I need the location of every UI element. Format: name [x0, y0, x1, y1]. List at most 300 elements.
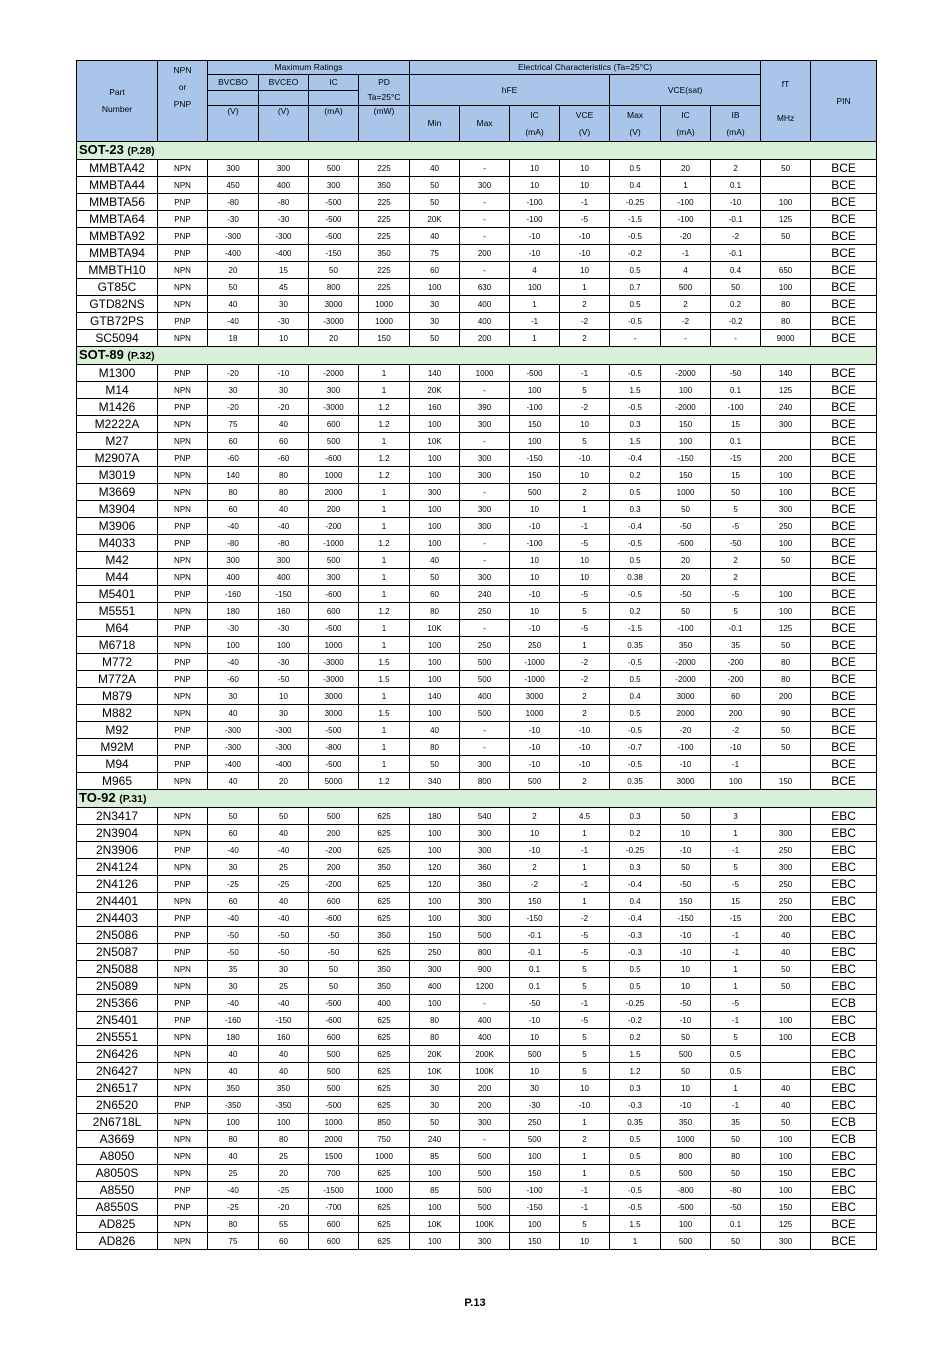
cell-bvcbo: -40	[208, 518, 259, 535]
cell-hfe-min: 100	[410, 501, 460, 518]
cell-hfe-min: 340	[410, 773, 460, 790]
section-title	[77, 347, 877, 365]
table-row	[77, 501, 877, 518]
cell-ft: 50	[761, 961, 811, 978]
cell-vcesat-ic: 150	[661, 416, 711, 433]
cell-hfe-ic: -1	[510, 313, 560, 330]
cell-hfe-max: 300	[460, 893, 510, 910]
cell-bvcbo: 40	[208, 773, 259, 790]
cell-part-number: 2N3417	[77, 808, 158, 825]
table-row	[77, 927, 877, 944]
cell-hfe-vce: -5	[560, 586, 610, 603]
cell-ic: 1500	[309, 1148, 359, 1165]
cell-pin: BCE	[811, 262, 877, 279]
cell-vcesat-max: 1	[610, 1233, 661, 1250]
section-header	[77, 790, 877, 808]
cell-polarity: NPN	[158, 1131, 208, 1148]
cell-ft: 100	[761, 484, 811, 501]
cell-ft: 90	[761, 705, 811, 722]
cell-hfe-max: 500	[460, 654, 510, 671]
header-bvcbo: BVCBO	[208, 75, 259, 91]
section-title	[77, 790, 877, 808]
cell-hfe-vce: -2	[560, 671, 610, 688]
cell-polarity: NPN	[158, 160, 208, 177]
cell-hfe-vce: 5	[560, 433, 610, 450]
cell-hfe-max: 1200	[460, 978, 510, 995]
cell-part-number: 2N6520	[77, 1097, 158, 1114]
cell-hfe-ic: -500	[510, 365, 560, 382]
cell-polarity: PNP	[158, 1182, 208, 1199]
cell-hfe-min: 30	[410, 1097, 460, 1114]
cell-hfe-max: -	[460, 211, 510, 228]
cell-hfe-vce: 1	[560, 859, 610, 876]
cell-bvceo: 80	[259, 1131, 309, 1148]
cell-ft: 50	[761, 228, 811, 245]
cell-polarity: NPN	[158, 688, 208, 705]
cell-pd: 1.2	[359, 416, 410, 433]
cell-pd: 625	[359, 1216, 410, 1233]
cell-hfe-vce: 10	[560, 262, 610, 279]
cell-pd: 1000	[359, 313, 410, 330]
cell-vcesat-max: -0.5	[610, 756, 661, 773]
cell-pin: BCE	[811, 552, 877, 569]
cell-pin: BCE	[811, 705, 877, 722]
cell-part-number: AD826	[77, 1233, 158, 1250]
cell-bvcbo: 350	[208, 1080, 259, 1097]
cell-ft: 50	[761, 722, 811, 739]
cell-ic: 500	[309, 160, 359, 177]
cell-hfe-min: 150	[410, 927, 460, 944]
cell-polarity: PNP	[158, 671, 208, 688]
cell-bvcbo: -20	[208, 365, 259, 382]
cell-hfe-max: 400	[460, 1029, 510, 1046]
cell-vcesat-ic: 20	[661, 569, 711, 586]
cell-vcesat-max: 0.5	[610, 552, 661, 569]
cell-hfe-max: -	[460, 739, 510, 756]
cell-vcesat-ib: -10	[711, 194, 761, 211]
cell-pd: 1	[359, 433, 410, 450]
cell-vcesat-max: -	[610, 330, 661, 347]
cell-hfe-ic: -100	[510, 211, 560, 228]
cell-hfe-vce: 1	[560, 1114, 610, 1131]
cell-pd: 1	[359, 586, 410, 603]
cell-polarity: PNP	[158, 654, 208, 671]
cell-hfe-ic: 1000	[510, 705, 560, 722]
cell-bvceo: 40	[259, 1063, 309, 1080]
cell-ic: 500	[309, 1046, 359, 1063]
cell-pd: 1000	[359, 296, 410, 313]
cell-ft: 300	[761, 501, 811, 518]
cell-hfe-ic: 10	[510, 569, 560, 586]
cell-vcesat-ic: -2000	[661, 671, 711, 688]
cell-pin: BCE	[811, 330, 877, 347]
cell-vcesat-max: 0.5	[610, 671, 661, 688]
cell-pin: BCE	[811, 450, 877, 467]
header-ft	[761, 61, 811, 142]
cell-ic: 600	[309, 1233, 359, 1250]
cell-hfe-min: 75	[410, 245, 460, 262]
cell-hfe-max: 400	[460, 1012, 510, 1029]
cell-hfe-vce: 10	[560, 569, 610, 586]
cell-pin: EBC	[811, 910, 877, 927]
cell-vcesat-ib: -50	[711, 365, 761, 382]
cell-pin: EBC	[811, 842, 877, 859]
cell-pd: 1000	[359, 1182, 410, 1199]
cell-hfe-vce: -10	[560, 739, 610, 756]
header-ic-spacer	[309, 90, 359, 106]
cell-bvceo: 80	[259, 484, 309, 501]
cell-bvceo: 25	[259, 859, 309, 876]
cell-polarity: PNP	[158, 450, 208, 467]
cell-polarity: PNP	[158, 876, 208, 893]
cell-hfe-max: 200	[460, 245, 510, 262]
cell-pin: EBC	[811, 961, 877, 978]
cell-bvcbo: 75	[208, 1233, 259, 1250]
cell-pin: BCE	[811, 160, 877, 177]
cell-hfe-min: 100	[410, 535, 460, 552]
cell-vcesat-ib: 50	[711, 279, 761, 296]
cell-vcesat-ib: -1	[711, 756, 761, 773]
cell-hfe-max: 400	[460, 313, 510, 330]
cell-bvceo: 60	[259, 1233, 309, 1250]
cell-vcesat-ic: -50	[661, 995, 711, 1012]
cell-bvceo: 40	[259, 825, 309, 842]
cell-ic: 600	[309, 1216, 359, 1233]
cell-hfe-min: 10K	[410, 1063, 460, 1080]
cell-vcesat-ib: -80	[711, 1182, 761, 1199]
cell-ic: -600	[309, 910, 359, 927]
cell-hfe-vce: -1	[560, 365, 610, 382]
cell-ft: 200	[761, 910, 811, 927]
cell-bvceo: 160	[259, 1029, 309, 1046]
cell-bvcbo: -25	[208, 876, 259, 893]
cell-bvceo: -300	[259, 228, 309, 245]
cell-hfe-ic: 1	[510, 296, 560, 313]
cell-hfe-vce: -1	[560, 1182, 610, 1199]
cell-vcesat-max: 0.38	[610, 569, 661, 586]
cell-hfe-ic: -150	[510, 450, 560, 467]
cell-part-number: 2N5366	[77, 995, 158, 1012]
cell-hfe-min: 50	[410, 1114, 460, 1131]
cell-ft: 100	[761, 586, 811, 603]
cell-part-number: M14	[77, 382, 158, 399]
cell-ic: 600	[309, 893, 359, 910]
cell-pin: ECB	[811, 1114, 877, 1131]
cell-bvceo: -30	[259, 654, 309, 671]
cell-hfe-min: 300	[410, 961, 460, 978]
cell-hfe-vce: 5	[560, 978, 610, 995]
table-row	[77, 739, 877, 756]
cell-hfe-max: 300	[460, 1233, 510, 1250]
cell-bvcbo: 40	[208, 1063, 259, 1080]
table-row	[77, 705, 877, 722]
cell-bvceo: -50	[259, 927, 309, 944]
cell-ft: 100	[761, 1029, 811, 1046]
cell-vcesat-ic: 20	[661, 552, 711, 569]
cell-vcesat-max: 0.35	[610, 1114, 661, 1131]
cell-pin: BCE	[811, 722, 877, 739]
cell-bvcbo: 40	[208, 1148, 259, 1165]
cell-part-number: 2N6718L	[77, 1114, 158, 1131]
cell-vcesat-ib: -5	[711, 518, 761, 535]
cell-hfe-min: 10K	[410, 1216, 460, 1233]
table-row	[77, 365, 877, 382]
section-name: SOT-23	[79, 142, 124, 157]
cell-hfe-min: 10K	[410, 433, 460, 450]
cell-vcesat-ib: 2	[711, 552, 761, 569]
cell-pin: EBC	[811, 825, 877, 842]
cell-bvceo: -40	[259, 518, 309, 535]
cell-polarity: NPN	[158, 961, 208, 978]
cell-vcesat-max: 0.3	[610, 416, 661, 433]
cell-hfe-vce: -2	[560, 399, 610, 416]
cell-hfe-min: 80	[410, 1012, 460, 1029]
table-row	[77, 842, 877, 859]
cell-bvcbo: 300	[208, 552, 259, 569]
cell-hfe-max: 300	[460, 910, 510, 927]
cell-vcesat-ic: 1000	[661, 484, 711, 501]
cell-hfe-ic: -10	[510, 1012, 560, 1029]
cell-hfe-min: 250	[410, 944, 460, 961]
cell-hfe-ic: -100	[510, 399, 560, 416]
cell-hfe-max: 540	[460, 808, 510, 825]
cell-hfe-max: 360	[460, 876, 510, 893]
cell-pd: 1	[359, 382, 410, 399]
table-row	[77, 620, 877, 637]
cell-pin: EBC	[811, 1148, 877, 1165]
cell-ic: 200	[309, 501, 359, 518]
cell-bvcbo: 60	[208, 825, 259, 842]
cell-pd: 350	[359, 859, 410, 876]
cell-pd: 625	[359, 1165, 410, 1182]
cell-pd: 1	[359, 739, 410, 756]
cell-bvceo: 350	[259, 1080, 309, 1097]
cell-polarity: PNP	[158, 739, 208, 756]
cell-part-number: SC5094	[77, 330, 158, 347]
cell-hfe-vce: -5	[560, 620, 610, 637]
table-row	[77, 450, 877, 467]
cell-hfe-min: 100	[410, 995, 460, 1012]
cell-vcesat-ib: -0.1	[711, 211, 761, 228]
cell-ic: 2000	[309, 1131, 359, 1148]
cell-ic: 50	[309, 978, 359, 995]
cell-part-number: 2N6517	[77, 1080, 158, 1097]
cell-hfe-ic: -10	[510, 739, 560, 756]
cell-pin: BCE	[811, 399, 877, 416]
cell-vcesat-max: 0.3	[610, 808, 661, 825]
cell-bvcbo: -160	[208, 1012, 259, 1029]
cell-pin: BCE	[811, 467, 877, 484]
cell-hfe-min: 85	[410, 1148, 460, 1165]
cell-vcesat-max: 0.5	[610, 262, 661, 279]
cell-hfe-max: 800	[460, 773, 510, 790]
cell-ft: 300	[761, 825, 811, 842]
cell-polarity: PNP	[158, 211, 208, 228]
cell-vcesat-ic: 500	[661, 1046, 711, 1063]
cell-ft: 300	[761, 859, 811, 876]
cell-polarity: NPN	[158, 467, 208, 484]
cell-pd: 750	[359, 1131, 410, 1148]
cell-hfe-vce: 10	[560, 552, 610, 569]
cell-pd: 225	[359, 194, 410, 211]
cell-polarity: PNP	[158, 518, 208, 535]
cell-vcesat-ib: -15	[711, 450, 761, 467]
cell-pin: EBC	[811, 1199, 877, 1216]
cell-hfe-vce: 10	[560, 467, 610, 484]
cell-ft: 100	[761, 1182, 811, 1199]
cell-hfe-ic: -10	[510, 586, 560, 603]
cell-vcesat-ib: 5	[711, 1029, 761, 1046]
cell-hfe-max: 300	[460, 518, 510, 535]
cell-bvcbo: -25	[208, 1199, 259, 1216]
cell-hfe-ic: 10	[510, 825, 560, 842]
cell-pd: 1.2	[359, 603, 410, 620]
cell-ft	[761, 995, 811, 1012]
cell-hfe-ic: 150	[510, 1165, 560, 1182]
cell-hfe-vce: 2	[560, 1131, 610, 1148]
cell-ft: 125	[761, 620, 811, 637]
cell-part-number: M2907A	[77, 450, 158, 467]
cell-vcesat-ic: -1	[661, 245, 711, 262]
cell-part-number: M44	[77, 569, 158, 586]
cell-vcesat-ib: -0.2	[711, 313, 761, 330]
cell-bvceo: -400	[259, 756, 309, 773]
cell-ic: -600	[309, 1012, 359, 1029]
cell-bvcbo: -350	[208, 1097, 259, 1114]
cell-polarity: PNP	[158, 245, 208, 262]
table-row	[77, 262, 877, 279]
cell-pin: BCE	[811, 654, 877, 671]
cell-hfe-vce: 10	[560, 416, 610, 433]
cell-part-number: AD825	[77, 1216, 158, 1233]
cell-ic: -3000	[309, 654, 359, 671]
cell-ft	[761, 177, 811, 194]
cell-part-number: M772A	[77, 671, 158, 688]
cell-hfe-min: 50	[410, 569, 460, 586]
cell-polarity: PNP	[158, 194, 208, 211]
cell-pd: 1	[359, 365, 410, 382]
cell-pin: EBC	[811, 808, 877, 825]
cell-hfe-max: 500	[460, 1165, 510, 1182]
cell-hfe-max: 250	[460, 637, 510, 654]
cell-pd: 1	[359, 501, 410, 518]
cell-ic: -600	[309, 586, 359, 603]
cell-part-number: 2N4403	[77, 910, 158, 927]
cell-ic: -500	[309, 995, 359, 1012]
cell-pd: 350	[359, 961, 410, 978]
cell-hfe-min: 20K	[410, 1046, 460, 1063]
cell-ic: -500	[309, 620, 359, 637]
table-row	[77, 995, 877, 1012]
cell-hfe-ic: 4	[510, 262, 560, 279]
cell-vcesat-ic: -150	[661, 450, 711, 467]
cell-bvceo: 80	[259, 467, 309, 484]
section-header	[77, 347, 877, 365]
cell-hfe-max: 200	[460, 330, 510, 347]
cell-vcesat-ib: 200	[711, 705, 761, 722]
cell-polarity: NPN	[158, 279, 208, 296]
cell-vcesat-ic: -10	[661, 944, 711, 961]
cell-bvceo: -50	[259, 944, 309, 961]
cell-hfe-ic: 10	[510, 1029, 560, 1046]
cell-hfe-min: 60	[410, 262, 460, 279]
cell-pd: 625	[359, 1046, 410, 1063]
cell-hfe-vce: -2	[560, 910, 610, 927]
cell-hfe-min: 120	[410, 876, 460, 893]
table-header	[77, 61, 877, 142]
cell-bvceo: 160	[259, 603, 309, 620]
cell-ft: 250	[761, 893, 811, 910]
cell-hfe-vce: -10	[560, 756, 610, 773]
table-row	[77, 637, 877, 654]
cell-vcesat-ic: 10	[661, 961, 711, 978]
cell-hfe-ic: 500	[510, 1131, 560, 1148]
cell-bvcbo: 60	[208, 893, 259, 910]
cell-pd: 1	[359, 688, 410, 705]
cell-vcesat-ic: 50	[661, 1063, 711, 1080]
cell-vcesat-ib: -1	[711, 927, 761, 944]
cell-hfe-min: 20K	[410, 211, 460, 228]
cell-vcesat-max: -0.3	[610, 1097, 661, 1114]
cell-hfe-min: 40	[410, 228, 460, 245]
cell-pin: BCE	[811, 177, 877, 194]
cell-vcesat-ic: -100	[661, 739, 711, 756]
cell-bvceo: 50	[259, 808, 309, 825]
cell-pd: 225	[359, 211, 410, 228]
cell-hfe-max: -	[460, 228, 510, 245]
cell-vcesat-ic: 50	[661, 808, 711, 825]
cell-polarity: NPN	[158, 552, 208, 569]
cell-ic: -500	[309, 1097, 359, 1114]
cell-part-number: M772	[77, 654, 158, 671]
cell-part-number: 2N5401	[77, 1012, 158, 1029]
table-row	[77, 722, 877, 739]
cell-hfe-vce: -5	[560, 927, 610, 944]
cell-hfe-ic: -10	[510, 842, 560, 859]
cell-bvcbo: 80	[208, 1216, 259, 1233]
cell-polarity: PNP	[158, 910, 208, 927]
cell-hfe-ic: 250	[510, 1114, 560, 1131]
header-bvceo-spacer	[259, 90, 309, 106]
cell-hfe-min: 50	[410, 194, 460, 211]
cell-part-number: M3019	[77, 467, 158, 484]
cell-pin: BCE	[811, 637, 877, 654]
cell-vcesat-ib: 1	[711, 825, 761, 842]
cell-pd: 625	[359, 1233, 410, 1250]
cell-polarity: NPN	[158, 296, 208, 313]
cell-pd: 1.2	[359, 535, 410, 552]
cell-ft: 50	[761, 552, 811, 569]
cell-pd: 850	[359, 1114, 410, 1131]
cell-hfe-ic: 10	[510, 603, 560, 620]
section-page-ref: (P.31)	[119, 793, 147, 805]
cell-ic: 500	[309, 433, 359, 450]
header-sat-ib: IB (mA)	[711, 106, 761, 142]
cell-vcesat-ib: 35	[711, 1114, 761, 1131]
cell-vcesat-max: 0.4	[610, 177, 661, 194]
cell-hfe-min: 100	[410, 518, 460, 535]
cell-ic: -150	[309, 245, 359, 262]
cell-hfe-min: 300	[410, 484, 460, 501]
header-sat-ic: IC (mA)	[661, 106, 711, 142]
cell-ic: -1000	[309, 535, 359, 552]
table-row	[77, 603, 877, 620]
cell-vcesat-max: 0.4	[610, 688, 661, 705]
cell-part-number: 2N6427	[77, 1063, 158, 1080]
cell-vcesat-ib: 0.1	[711, 382, 761, 399]
cell-vcesat-ib: -1	[711, 1097, 761, 1114]
cell-ic: 3000	[309, 688, 359, 705]
